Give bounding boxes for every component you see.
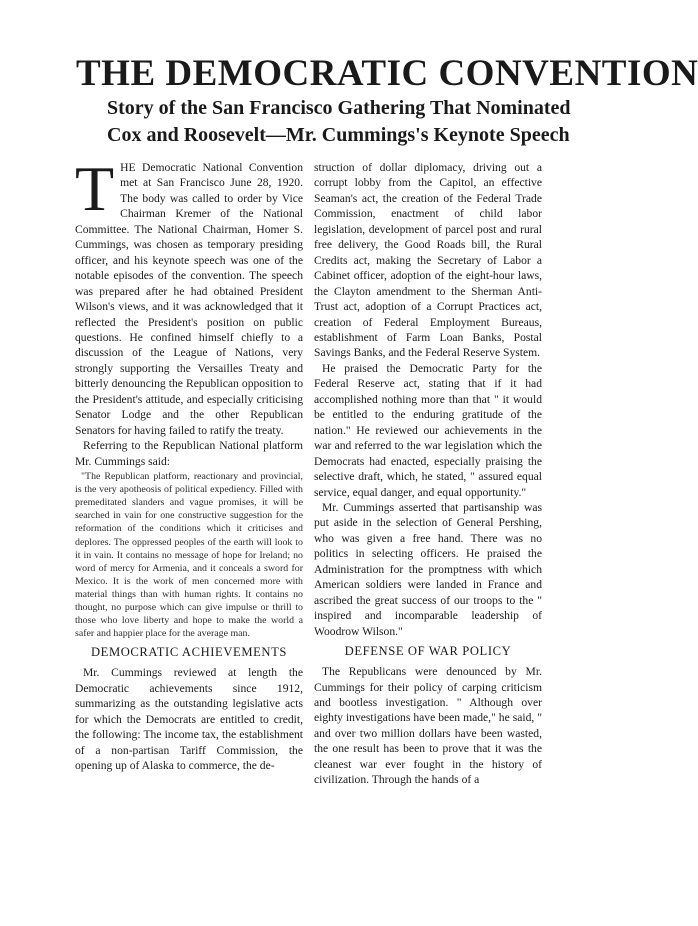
section-heading-achievements: DEMOCRATIC ACHIEVEMENTS (90, 645, 288, 660)
article-subtitle-line2: Cox and Roosevelt—Mr. Cummings's Keynote Speech (107, 124, 570, 146)
block-quote-platform: "The Republican platform, reactionary and provincial, is the very apotheosis of political expediency. Filled with premeditated slanders and vague promises, it will be searched in vain for one constructive suggestion for the reformation of the conditions which it criticises and deplores. The oppressed peoples of the earth will look to it in vain. It contains no message of hope for Ireland; no word of mercy for Armenia, and it conceals a sword for Mexico. It is the work of men concerned more with material things than with human rights. It contains no thought, no purpose which can give impulse or thrill to those who love liberty and hope to make the world a safer and happier place for the average man. (75, 471, 303, 640)
paragraph-pershing: Mr. Cummings asserted that partisanship was put aside in the selection of General Pershing, who was given a free hand. There was no politics in selecting officers. He praised the Administration for the promptness with which American soldiers were landed in France and ascribed the great success of our troops to the " inspired and incomparable leadership of Woodrow Wilson." (314, 500, 542, 638)
paragraph-achievements-continued: struction of dollar diplomacy, driving out a corrupt lobby from the Capitol, an effective Seaman's act, the creation of the Federal Trade Commission, enactment of child labor legislation, development of parcel post and rural free delivery, the Good Roads bill, the Rural Credits act, making the Secretary of Labor a Cabinet officer, adoption of the eight-hour laws, the Clayton amendment to the Sherman Anti-Trust act, adoption of a Corrupt Practices act, creation of Federal Employment Bureaus, establishment of Farm Loan Banks, Postal Savings Banks, and the Federal Reserve System. (314, 161, 542, 360)
section-heading-war-policy: DEFENSE OF WAR POLICY (344, 644, 512, 659)
paragraph-war-policy: The Republicans were denounced by Mr. Cummings for their policy of carping criticism and bootless investigation. " Although over eighty investigations have been made," he said, " and over two million dollars have been wasted, the one result has been to prove that it was the cleanest war ever fought in the history of civilization. Through the hands of a (314, 665, 542, 787)
paragraph-intro-text: HE Democratic National Convention met at San Francisco June 28, 1920. The body was called to order by Vice Chairman Kremer of the National Committee. The National Chairman, Homer S. Cummings, was chosen as temporary presiding officer, and his keynote speech was one of the notable episodes of the convention. The speech was prepared after he had obtained President Wilson's views, and it was acknowledged that it reflected the President's position on public questions. He confined himself chiefly to a discussion of the League of Nations, very strongly supporting the Versailles Treaty and bitterly denouncing the Republican opposition to the President's attitude, and especially criticising Senator Lodge and the other Republican Senators for having failed to ratify the treaty. (75, 161, 303, 437)
article-title: THE DEMOCRATIC CONVENTION (76, 53, 698, 94)
paragraph-federal-reserve: He praised the Democratic Party for the Federal Reserve act, stating that if it had accomplished nothing more than that " it would be entitled to the enduring gratitude of the nation." He reviewed our achievements in the war and referred to the war legislation which the Democrats had enacted, especially praising the selective draft, which, he stated, " assured equal service, equal danger, and equal opportunity." (314, 361, 542, 499)
article-subtitle-line1: Story of the San Francisco Gathering That Nominated (107, 97, 571, 119)
text-column-left (75, 153, 303, 773)
paragraph-intro (75, 153, 303, 438)
drop-cap: T (75, 153, 115, 224)
paragraph-achievements: Mr. Cummings reviewed at length the Democratic achievements since 1912, summarizing as the outstanding legislative acts for which the Democrats are entitled to credit, the following: The income tax, the establishment of a non-partisan Tariff Commission, the opening up of Alaska to commerce, the de- (75, 666, 303, 772)
paragraph-platform-intro: Referring to the Republican National platform Mr. Cummings said: (75, 439, 303, 468)
text-column-right (314, 160, 542, 788)
